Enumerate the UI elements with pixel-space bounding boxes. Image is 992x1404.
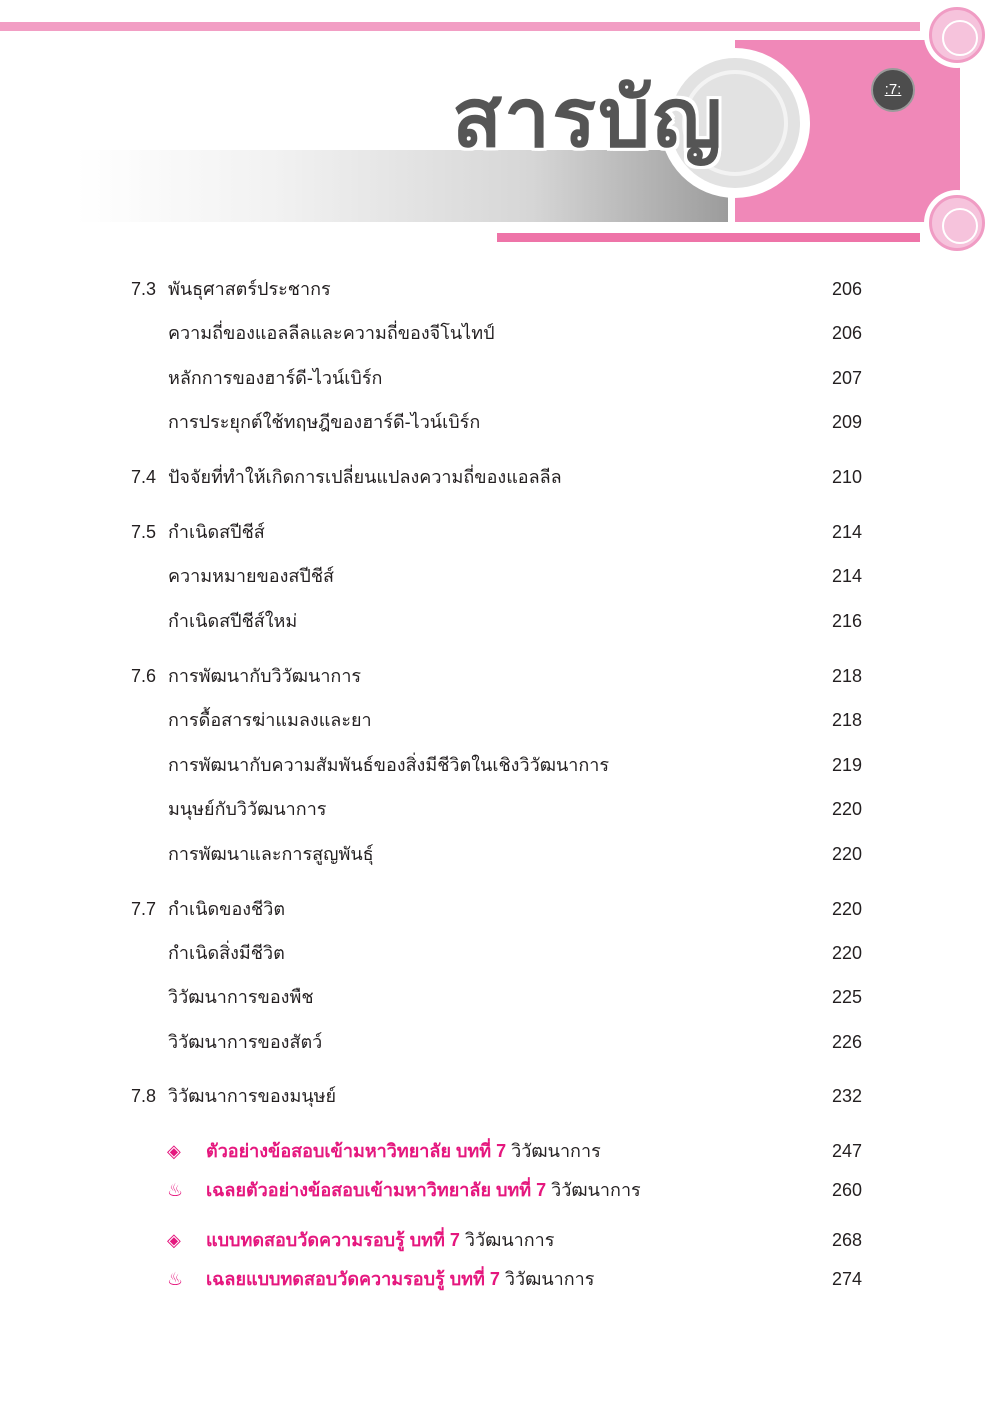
page-number: 206: [831, 323, 862, 343]
page-title: สารบัญ: [452, 71, 725, 166]
item-title: หลักการของฮาร์ดี-ไวน์เบิร์ก: [168, 368, 383, 388]
top-corner-circle-icon: [924, 2, 990, 68]
entry-subject: วิวัฒนาการ: [499, 1269, 595, 1289]
toc-item[interactable]: [0, 839, 992, 869]
entry-subject: วิวัฒนาการ: [459, 1230, 555, 1250]
toc-section-7-4[interactable]: [0, 462, 992, 492]
page-number: 220: [831, 799, 862, 819]
hot-springs-icon: ♨: [167, 1180, 184, 1200]
toc-item[interactable]: [0, 982, 992, 1012]
page-header: [0, 0, 992, 260]
page-number: 218: [831, 666, 862, 686]
section-number: 7.8: [131, 1086, 157, 1106]
page-number: 219: [831, 755, 862, 775]
item-title: การดื้อสารฆ่าแมลงและยา: [168, 710, 372, 730]
entry-bold-title: เฉลยตัวอย่างข้อสอบเข้ามหาวิทยาลัย บทที่ 7: [206, 1180, 547, 1200]
page-number: 209: [831, 412, 862, 432]
page-number: 214: [831, 566, 862, 586]
page-number: 216: [831, 611, 862, 631]
section-title: กำเนิดสปีชีส์: [168, 522, 265, 542]
section-title: พันธุศาสตร์ประชากร: [168, 279, 331, 299]
entry-subject: วิวัฒนาการ: [506, 1141, 601, 1161]
page-number: 207: [831, 368, 862, 388]
page-number: 206: [831, 279, 862, 299]
bottom-decorative-line: [497, 233, 920, 242]
item-title: มนุษย์กับวิวัฒนาการ: [168, 799, 327, 819]
item-title: การพัฒนาและการสูญพันธุ์: [168, 844, 374, 864]
entry-bold-title: ตัวอย่างข้อสอบเข้ามหาวิทยาลัย บทที่ 7: [206, 1141, 507, 1161]
toc-section-7-8[interactable]: [0, 1081, 992, 1111]
toc-item[interactable]: [0, 938, 992, 968]
bottom-corner-circle-icon: [924, 190, 990, 256]
toc-section-7-7[interactable]: [0, 894, 992, 924]
page-number: 220: [831, 844, 862, 864]
page-number: 247: [831, 1141, 862, 1161]
page-number: 232: [831, 1086, 862, 1106]
toc-item[interactable]: [0, 705, 992, 735]
section-number: 7.7: [131, 899, 157, 919]
page-number: 218: [831, 710, 862, 730]
toc-special-entry[interactable]: [0, 1175, 992, 1205]
page-number: 220: [831, 899, 862, 919]
chapter-badge: :7:: [871, 68, 915, 112]
item-title: วิวัฒนาการของพืช: [168, 987, 314, 1007]
toc-special-entry[interactable]: [0, 1136, 992, 1166]
toc-item[interactable]: [0, 606, 992, 636]
toc-item[interactable]: [0, 794, 992, 824]
section-number: 7.3: [131, 279, 157, 299]
page-number: 274: [831, 1269, 862, 1289]
toc-section-7-3[interactable]: [0, 274, 992, 304]
toc-item[interactable]: [0, 750, 992, 780]
section-title: ปัจจัยที่ทำให้เกิดการเปลี่ยนแปลงความถี่ของแอลลีล: [168, 467, 562, 487]
entry-bold-title: แบบทดสอบวัดความรอบรู้ บทที่ 7: [206, 1230, 460, 1250]
item-title: การพัฒนากับความสัมพันธ์ของสิ่งมีชีวิตในเชิงวิวัฒนาการ: [168, 755, 610, 775]
section-title: วิวัฒนาการของมนุษย์: [168, 1086, 337, 1106]
section-number: 7.6: [131, 666, 157, 686]
entry-subject: วิวัฒนาการ: [546, 1180, 641, 1200]
toc-section-7-5[interactable]: [0, 517, 992, 547]
toc-item[interactable]: [0, 407, 992, 437]
page-number: 220: [831, 943, 862, 963]
toc-item[interactable]: [0, 318, 992, 348]
toc-item[interactable]: [0, 363, 992, 393]
page-number: 268: [831, 1230, 862, 1250]
item-title: การประยุกต์ใช้ทฤษฎีของฮาร์ดี-ไวน์เบิร์ก: [168, 412, 481, 432]
page-number: 260: [831, 1180, 862, 1200]
toc-special-entry[interactable]: [0, 1264, 992, 1294]
diamond-icon: ◈: [167, 1230, 181, 1250]
item-title: วิวัฒนาการของสัตว์: [168, 1032, 323, 1052]
hot-springs-icon: ♨: [167, 1269, 184, 1289]
section-number: 7.5: [131, 522, 157, 542]
entry-bold-title: เฉลยแบบทดสอบวัดความรอบรู้ บทที่ 7: [206, 1269, 500, 1289]
toc-special-entry[interactable]: [0, 1225, 992, 1255]
item-title: กำเนิดสิ่งมีชีวิต: [168, 943, 285, 963]
top-decorative-line: [0, 22, 920, 31]
section-title: กำเนิดของชีวิต: [168, 899, 286, 919]
item-title: กำเนิดสปีชีส์ใหม่: [168, 611, 298, 631]
toc-item[interactable]: [0, 561, 992, 591]
page-number: 226: [831, 1032, 862, 1052]
page-number: 210: [831, 467, 862, 487]
item-title: ความหมายของสปีชีส์: [168, 566, 335, 586]
diamond-icon: ◈: [167, 1141, 181, 1161]
page-number: 214: [831, 522, 862, 542]
page-number: 225: [831, 987, 862, 1007]
toc-section-7-6[interactable]: [0, 661, 992, 691]
section-title: การพัฒนากับวิวัฒนาการ: [168, 666, 362, 686]
item-title: ความถี่ของแอลลีลและความถี่ของจีโนไทป์: [168, 323, 495, 343]
section-number: 7.4: [131, 467, 157, 487]
toc-item[interactable]: [0, 1027, 992, 1057]
